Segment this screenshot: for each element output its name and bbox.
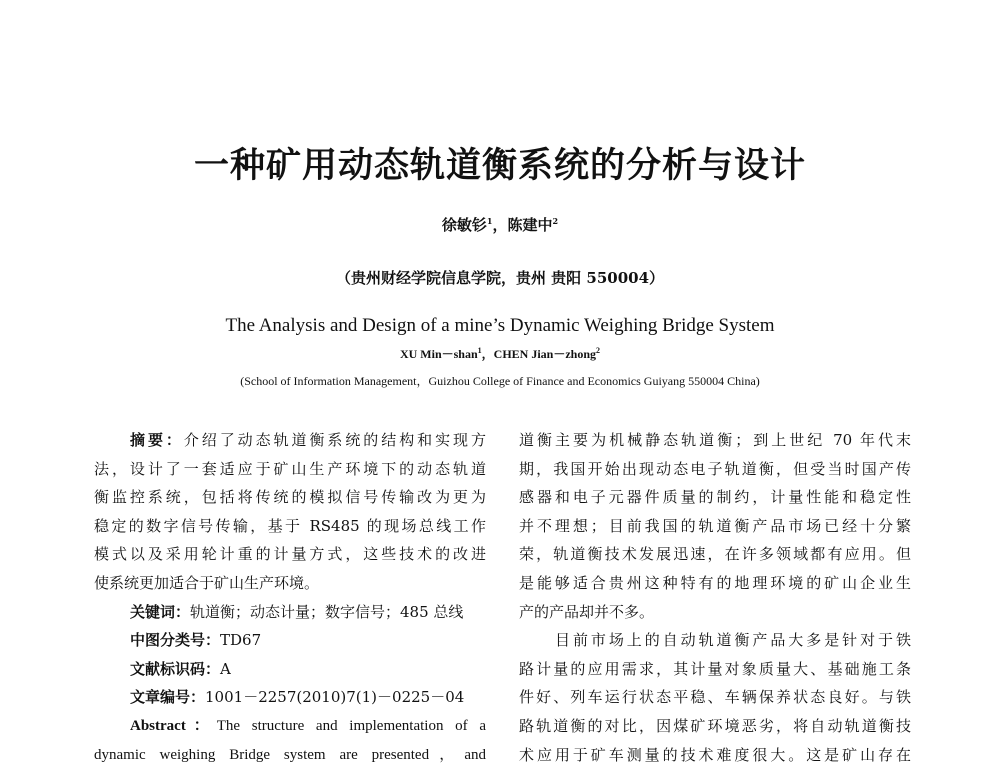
author-separator-en: ，	[481, 347, 494, 361]
article-no-label: 文章编号：	[130, 688, 206, 707]
author1-sup: 1	[486, 216, 493, 226]
abstract-en-line	[94, 712, 486, 741]
abstract-line: 衡监控系统，包括将传统的模拟信号传输改为更为	[94, 488, 486, 507]
abstract-line: 法，设计了一套适应于矿山生产环境下的动态轨道	[94, 459, 486, 478]
abstract-label: 摘要：	[130, 431, 184, 449]
body-line: 是能够适合贵州这种特有的地理环境的矿山企业生	[519, 573, 911, 592]
doc-code-value: A	[220, 659, 231, 678]
doc-code-label: 文献标识码：	[130, 659, 221, 678]
abstract-line: 稳定的数字信号传输，基于 RS485 的现场总线工作	[94, 516, 486, 535]
authors-cn	[0, 214, 1000, 235]
body-line: 产的产品却并不多。	[519, 602, 655, 621]
abstract-line: 使系统更加适合于矿山生产环境。	[94, 573, 320, 592]
author-separator-cn: ，	[492, 216, 508, 234]
keywords-label: 关键词：	[130, 602, 191, 621]
abstract-text: 介绍了动态轨道衡系统的结构和实现方	[183, 431, 486, 449]
body-line: 期，我国开始出现动态电子轨道衡，但受当时国产传	[519, 459, 911, 478]
author1-en-sup: 1	[477, 346, 482, 355]
keywords-line	[94, 598, 486, 627]
body-line: 路轨道衡的对比，因煤矿环境恶劣，将自动轨道衡技	[519, 716, 911, 735]
body-line: 路计量的应用需求，其计量对象质量大、基础施工条	[519, 659, 911, 678]
author2-en: CHEN Jian－zhong	[493, 347, 597, 361]
abstract-en-text: The structure and implementation of a	[216, 717, 486, 734]
body-line: 目前市场上的自动轨道衡产品大多是针对于铁	[555, 631, 911, 650]
affiliation-cn: （贵州财经学院信息学院，贵州 贵阳 550004）	[335, 269, 665, 287]
author2-cn: 陈建中	[507, 216, 553, 234]
author2-en-sup: 2	[596, 346, 601, 355]
body-line: 并不理想；目前我国的轨道衡产品市场已经十分繁	[519, 516, 911, 535]
abstract-en-line: dynamic weighing Bridge system are presented，and	[94, 746, 486, 763]
abstract-line	[94, 426, 486, 455]
body-line: 荣，轨道衡技术发展迅速，在许多领域都有应用。但	[519, 545, 911, 564]
paper-title-cn: 一种矿用动态轨道衡系统的分析与设计	[193, 146, 806, 186]
paper-title-en: The Analysis and Design of a mine’s Dynamic Weighing Bridge System	[225, 315, 775, 336]
body-line: 术应用于矿车测量的技术难度很大。这是矿山存在	[519, 745, 911, 764]
clc-value: TD67	[220, 631, 262, 650]
article-no-value: 1001－2257(2010)7(1)－0225－04	[205, 688, 465, 707]
body-line: 道衡主要为机械静态轨道衡；到上世纪 70 年代末	[519, 431, 911, 449]
affiliation-en: (School of Information Management，Guizhou College of Finance and Economics Guiyang 550004 China)	[240, 374, 760, 388]
article-no-line	[94, 683, 486, 712]
abstract-en-label: Abstract：	[130, 717, 217, 734]
abstract-line: 模式以及采用轮计重的计量方式，这些技术的改进	[94, 545, 486, 564]
author2-sup: 2	[552, 216, 559, 226]
body-line: 感器和电子元器件质量的制约，计量性能和稳定性	[519, 488, 911, 507]
author1-en: XU Min－shan	[399, 347, 478, 361]
clc-line	[94, 626, 486, 655]
author1-cn: 徐敏钐	[441, 216, 487, 234]
doc-code-line	[94, 655, 486, 684]
body-line: 件好、列车运行状态平稳、车辆保养状态良好。与铁	[519, 688, 911, 707]
clc-label: 中图分类号：	[130, 631, 221, 650]
right-column	[519, 426, 911, 769]
keywords-value: 轨道衡；动态计量；数字信号；485 总线	[190, 602, 464, 621]
left-column	[94, 426, 486, 769]
authors-en	[0, 345, 1000, 362]
